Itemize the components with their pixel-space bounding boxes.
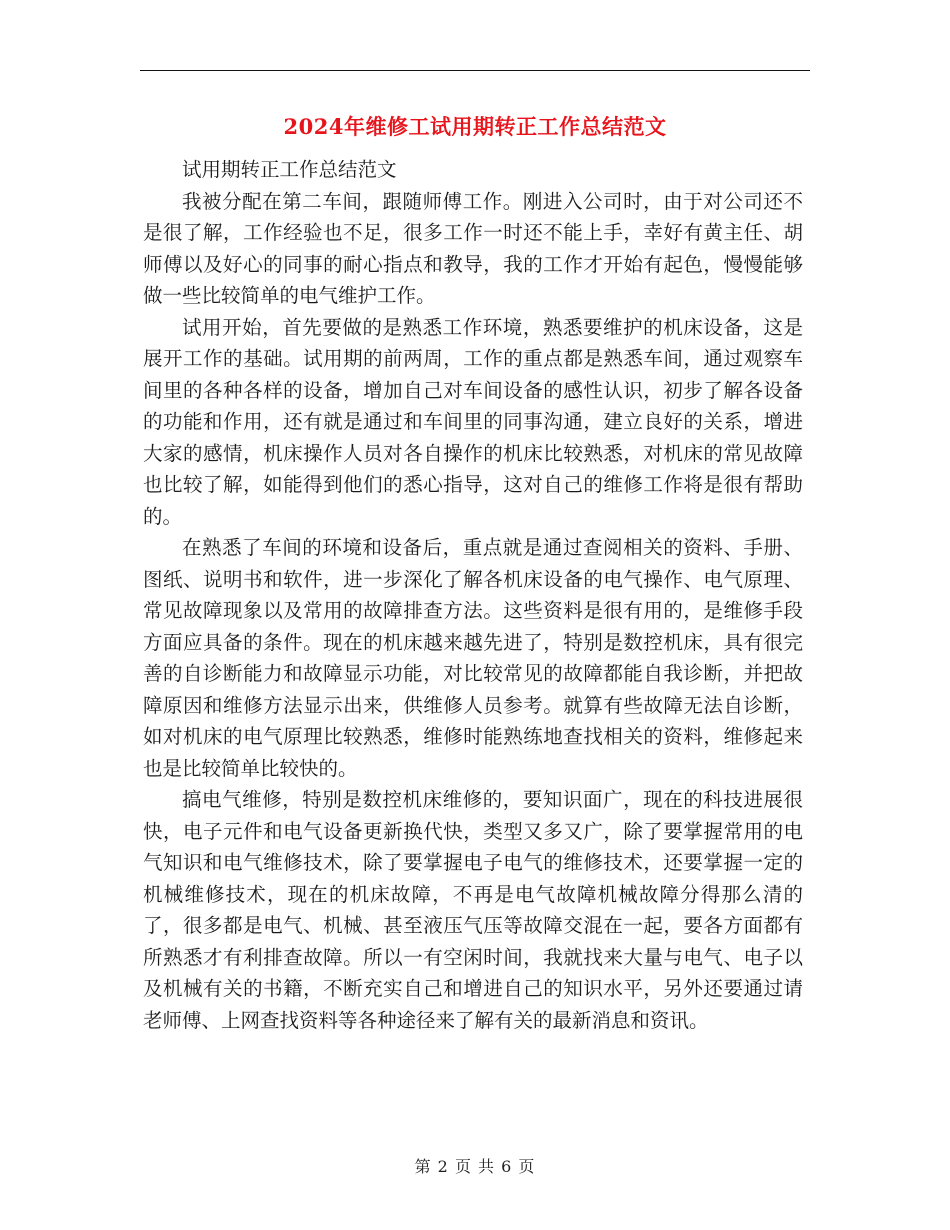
page-number-footer: 第 2 页 共 6 页 xyxy=(414,1157,536,1176)
paragraph: 我被分配在第二车间，跟随师傅工作。刚进入公司时，由于对公司还不是很了解，工作经验也不足，很多工作一时还不能上手，幸好有黄主任、胡师傅以及好心的同事的耐心指点和教导，我的工作才开始有起色，慢慢能够做一些比较简单的电气维护工作。 xyxy=(143,189,803,307)
paragraph: 试用开始，首先要做的是熟悉工作环境，熟悉要维护的机床设备，这是展开工作的基础。试用期的前两周，工作的重点都是熟悉车间，通过观察车间里的各种各样的设备，增加自己对车间设备的感性认识，初步了解各设备的功能和作用，还有就是通过和车间里的同事沟通，建立良好的关系，增进大家的感情，机床操作人员对各自操作的机床比较熟悉，对机床的常见故障也比较了解，如能得到他们的悉心指导，这对自己的维修工作将是很有帮助的。 xyxy=(143,315,803,528)
paragraph: 在熟悉了车间的环境和设备后，重点就是通过查阅相关的资料、手册、图纸、说明书和软件，进一步深化了解各机床设备的电气操作、电气原理、常见故障现象以及常用的故障排查方法。这些资料是很有用的，是维修手段方面应具备的条件。现在的机床越来越先进了，特别是数控机床，具有很完善的自诊断能力和故障显示功能，对比较常见的故障都能自我诊断，并把故障原因和维修方法显示出来，供维修人员参考。就算有些故障无法自诊断，如对机床的电气原理比较熟悉，维修时能熟练地查找相关的资料，维修起来也是比较简单比较快的。 xyxy=(143,536,803,780)
document-title: 2024年维修工试用期转正工作总结范文 xyxy=(283,114,667,139)
paragraph-subtitle: 试用期转正工作总结范文 xyxy=(182,158,397,181)
paragraph: 搞电气维修，特别是数控机床维修的，要知识面广，现在的科技进展很快，电子元件和电气设备更新换代快，类型又多又广，除了要掌握常用的电气知识和电气维修技术，除了要掌握电子电气的维修技术，还要掌握一定的机械维修技术，现在的机床故障，不再是电气故障机械故障分得那么清的了，很多都是电气、机械、甚至液压气压等故障交混在一起，要各方面都有所熟悉才有利排查故障。所以一有空闲时间，我就找来大量与电气、电子以及机械有关的书籍，不断充实自己和增进自己的知识水平，另外还要通过请老师傅、上网查找资料等各种途径来了解有关的最新消息和资讯。 xyxy=(143,788,803,1032)
document-body xyxy=(143,154,803,1036)
header-rule xyxy=(140,70,810,71)
